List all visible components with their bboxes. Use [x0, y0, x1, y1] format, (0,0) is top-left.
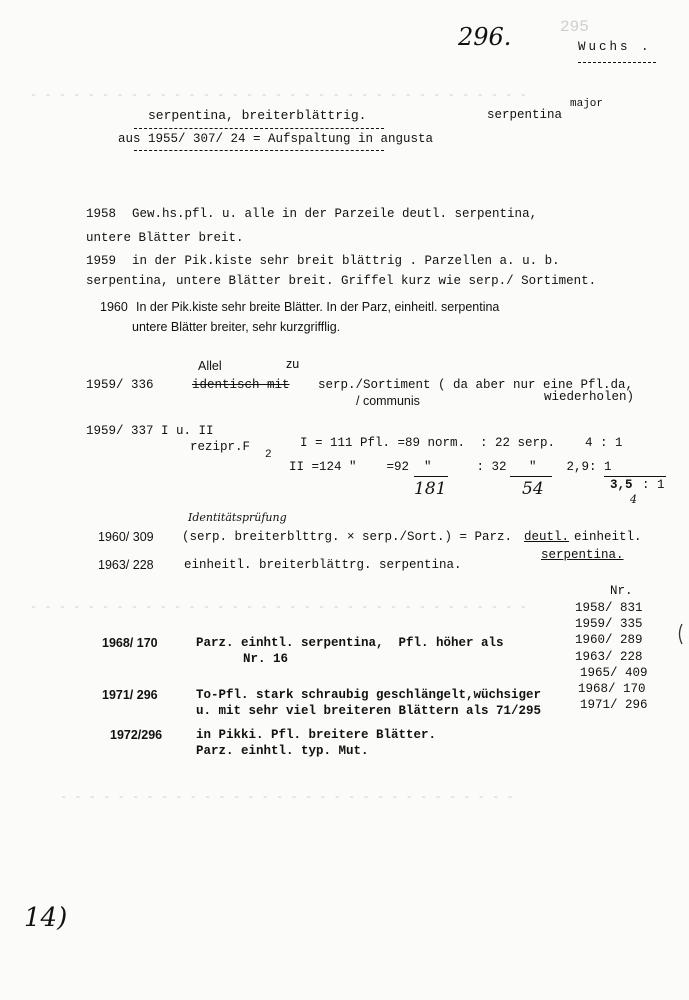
entry-text: In der Pik.kiste sehr breite Blätter. In der Parz, einheitl. serpentina	[136, 300, 500, 314]
nr-item: 1958/ 831	[575, 601, 643, 615]
entry-label: 1959/ 337 I u. II	[86, 424, 214, 438]
faint-page-number: 295	[560, 18, 589, 36]
entry-subtext: wiederholen)	[544, 390, 635, 404]
entry-text: einheitl. breiterblättrg. serpentina.	[184, 558, 462, 572]
nr-item: 1963/ 228	[575, 650, 643, 664]
nr-item: 1959/ 335	[575, 617, 643, 631]
entry-text: untere Blätter breiter, sehr kurzgrifflig.	[132, 320, 341, 334]
entry-subtext: / communis	[356, 394, 420, 408]
sum-line	[414, 476, 448, 477]
entry-year: 1959	[86, 254, 117, 268]
entry-right: serpentina.	[541, 548, 624, 562]
entry-text: Gew.hs.pfl. u. alle in der Parzeile deutl. serpentina,	[132, 207, 538, 221]
rezipr-label: rezipr.F	[190, 440, 251, 454]
nr-item: 1971/ 296	[580, 698, 648, 712]
entry-text: in der Pik.kiste sehr breit blättrig . Parzellen a. u. b.	[132, 254, 560, 268]
entry-label: 1972/296	[110, 728, 163, 742]
sum-value: 54	[522, 479, 544, 499]
nr-item: 1960/ 289	[575, 633, 643, 647]
sum-line	[604, 476, 666, 477]
entry-text: serp./Sortiment ( da aber nur eine Pfl.da,	[318, 378, 634, 392]
title-right: serpentina	[487, 108, 563, 122]
entry-text: u. mit sehr viel breiteren Blättern als 71/295	[196, 704, 542, 718]
nr-heading: Nr.	[610, 584, 633, 598]
entry-label: 1959/ 336	[86, 378, 154, 392]
struck-text: identisch mit	[192, 378, 290, 392]
entry-text: untere Blätter breit.	[86, 231, 244, 245]
sum-subscript: 4	[630, 493, 637, 506]
top-right-underline	[578, 62, 656, 63]
subtitle-underline	[134, 150, 384, 151]
subtitle: aus 1955/ 307/ 24 = Aufspaltung in angusta	[118, 132, 434, 146]
title-underline	[134, 128, 384, 129]
nr-item: 1968/ 170	[578, 682, 646, 696]
bleed-line: - - - - - - - - - - - - - - - - - - - - - - - - - - - - - - - - - - -	[30, 600, 527, 614]
entry-text: To-Pfl. stark schraubig geschlängelt,wüchsiger	[196, 688, 542, 702]
top-right-label: Wuchs .	[578, 40, 652, 54]
entry-text-underlined: deutl.	[524, 530, 570, 544]
bleed-line: - - - - - - - - - - - - - - - - - - - - - - - - - - - - - - - - - - -	[30, 88, 527, 102]
page-number: 296.	[458, 23, 512, 51]
entry-label: 1960/ 309	[98, 530, 154, 544]
margin-mark	[675, 622, 685, 646]
title-left: serpentina, breiterblättrig.	[148, 108, 367, 123]
entry-text: Nr. 16	[243, 652, 289, 666]
entry-text: Parz. einhtl. typ. Mut.	[196, 744, 369, 758]
entry-label: 1971/ 296	[102, 688, 158, 702]
footer-mark: 14)	[24, 903, 68, 933]
entry-year: 1960	[100, 300, 128, 314]
nr-item: 1965/ 409	[580, 666, 648, 680]
sum-value: 181	[414, 479, 447, 499]
entry-label: 1963/ 228	[98, 558, 154, 572]
sum-value: 3,5	[610, 478, 633, 492]
handwritten-note: Identitätsprüfung	[188, 511, 287, 524]
bleed-line: - - - - - - - - - - - - - - - - - - - - - - - - - - - - - - - -	[60, 790, 514, 804]
entry-text: Parz. einhtl. serpentina, Pfl. höher als	[196, 636, 504, 650]
entry-label: 1968/ 170	[102, 636, 158, 650]
entry-text: (serp. breiterblttrg. × serp./Sort.) = Parz.	[182, 530, 513, 544]
sum-line	[510, 476, 552, 477]
title-right-superscript: major	[570, 98, 604, 110]
sum-value: : 1	[642, 478, 665, 492]
entry-text: serpentina, untere Blätter breit. Griffel kurz wie serp./ Sortiment.	[86, 274, 597, 288]
rezipr-subscript: 2	[265, 449, 272, 461]
entry-text: in Pikki. Pfl. breitere Blätter.	[196, 728, 437, 742]
note-above: zu	[286, 357, 300, 371]
entry-text: einheitl.	[574, 530, 642, 544]
ratio-row-1: I = 111 Pfl. =89 norm. : 22 serp. 4 : 1	[300, 436, 623, 450]
ratio-row-2: II =124 " =92 " : 32 " 2,9: 1	[289, 460, 612, 474]
note-above: Allel	[198, 359, 222, 373]
entry-year: 1958	[86, 207, 117, 221]
